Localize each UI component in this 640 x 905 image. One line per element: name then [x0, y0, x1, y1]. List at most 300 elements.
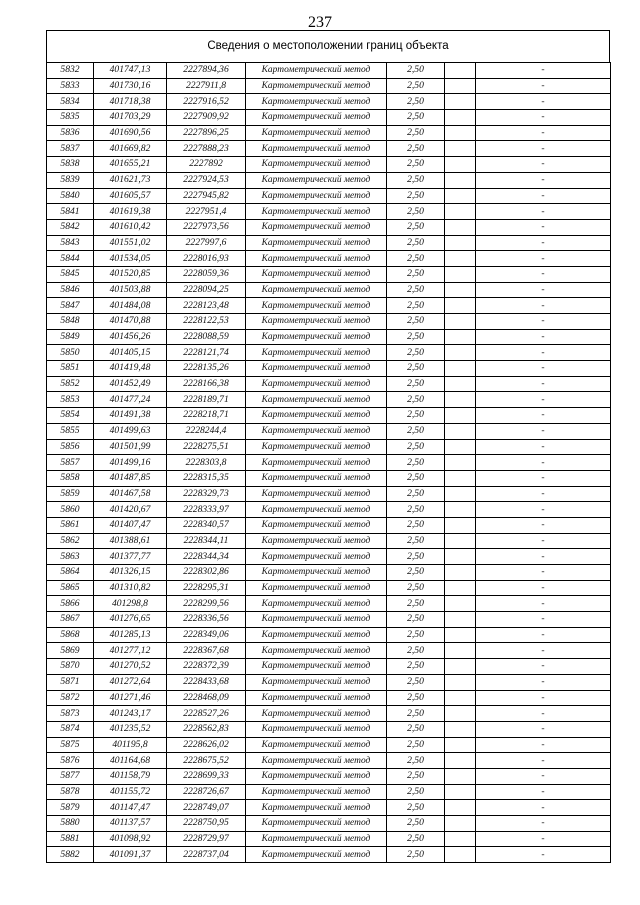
x-coordinate-cell: 401619,38 [94, 204, 167, 220]
note-cell: - [476, 816, 611, 832]
note-cell: - [476, 831, 611, 847]
note-cell: - [476, 423, 611, 439]
note-cell: - [476, 627, 611, 643]
empty-cell [445, 266, 476, 282]
point-number-cell: 5857 [47, 455, 94, 471]
x-coordinate-cell: 401147,47 [94, 800, 167, 816]
empty-cell [445, 816, 476, 832]
x-coordinate-cell: 401277,12 [94, 643, 167, 659]
accuracy-cell: 2,50 [387, 219, 445, 235]
accuracy-cell: 2,50 [387, 627, 445, 643]
point-number-cell: 5849 [47, 329, 94, 345]
accuracy-cell: 2,50 [387, 141, 445, 157]
empty-cell [445, 533, 476, 549]
point-number-cell: 5873 [47, 706, 94, 722]
empty-cell [445, 486, 476, 502]
point-number-cell: 5868 [47, 627, 94, 643]
empty-cell [445, 392, 476, 408]
note-cell: - [476, 455, 611, 471]
y-coordinate-cell: 2227911,8 [167, 78, 246, 94]
x-coordinate-cell: 401610,42 [94, 219, 167, 235]
note-cell: - [476, 486, 611, 502]
x-coordinate-cell: 401388,61 [94, 533, 167, 549]
method-cell: Картометрический метод [246, 596, 387, 612]
method-cell: Картометрический метод [246, 314, 387, 330]
accuracy-cell: 2,50 [387, 423, 445, 439]
note-cell: - [476, 298, 611, 314]
empty-cell [445, 376, 476, 392]
note-cell: - [476, 706, 611, 722]
note-cell: - [476, 439, 611, 455]
x-coordinate-cell: 401605,57 [94, 188, 167, 204]
accuracy-cell: 2,50 [387, 455, 445, 471]
method-cell: Картометрический метод [246, 753, 387, 769]
accuracy-cell: 2,50 [387, 361, 445, 377]
method-cell: Картометрический метод [246, 157, 387, 173]
x-coordinate-cell: 401235,52 [94, 721, 167, 737]
method-cell: Картометрический метод [246, 486, 387, 502]
empty-cell [445, 361, 476, 377]
empty-cell [445, 721, 476, 737]
x-coordinate-cell: 401326,15 [94, 565, 167, 581]
note-cell: - [476, 470, 611, 486]
table-row [47, 596, 611, 612]
accuracy-cell: 2,50 [387, 408, 445, 424]
note-cell: - [476, 596, 611, 612]
x-coordinate-cell: 401503,88 [94, 282, 167, 298]
accuracy-cell: 2,50 [387, 549, 445, 565]
empty-cell [445, 172, 476, 188]
method-cell: Картометрический метод [246, 376, 387, 392]
note-cell: - [476, 643, 611, 659]
table-row [47, 565, 611, 581]
point-number-cell: 5870 [47, 659, 94, 675]
x-coordinate-cell: 401477,24 [94, 392, 167, 408]
table-row [47, 235, 611, 251]
note-cell: - [476, 721, 611, 737]
table-row [47, 219, 611, 235]
table-row [47, 784, 611, 800]
empty-cell [445, 831, 476, 847]
empty-cell [445, 251, 476, 267]
empty-cell [445, 455, 476, 471]
method-cell: Картометрический метод [246, 392, 387, 408]
point-number-cell: 5832 [47, 63, 94, 79]
y-coordinate-cell: 2228218,71 [167, 408, 246, 424]
table-row [47, 298, 611, 314]
point-number-cell: 5839 [47, 172, 94, 188]
empty-cell [445, 423, 476, 439]
method-cell: Картометрический метод [246, 659, 387, 675]
empty-cell [445, 141, 476, 157]
accuracy-cell: 2,50 [387, 831, 445, 847]
method-cell: Картометрический метод [246, 800, 387, 816]
page-number: 237 [308, 14, 332, 31]
point-number-cell: 5882 [47, 847, 94, 863]
accuracy-cell: 2,50 [387, 204, 445, 220]
y-coordinate-cell: 2227894,36 [167, 63, 246, 79]
method-cell: Картометрический метод [246, 266, 387, 282]
note-cell: - [476, 141, 611, 157]
method-cell: Картометрический метод [246, 408, 387, 424]
table-row [47, 486, 611, 502]
x-coordinate-cell: 401091,37 [94, 847, 167, 863]
empty-cell [445, 94, 476, 110]
method-cell: Картометрический метод [246, 768, 387, 784]
method-cell: Картометрический метод [246, 345, 387, 361]
x-coordinate-cell: 401298,8 [94, 596, 167, 612]
x-coordinate-cell: 401621,73 [94, 172, 167, 188]
method-cell: Картометрический метод [246, 63, 387, 79]
method-cell: Картометрический метод [246, 706, 387, 722]
x-coordinate-cell: 401484,08 [94, 298, 167, 314]
note-cell: - [476, 78, 611, 94]
method-cell: Картометрический метод [246, 627, 387, 643]
empty-cell [445, 784, 476, 800]
y-coordinate-cell: 2227973,56 [167, 219, 246, 235]
accuracy-cell: 2,50 [387, 565, 445, 581]
note-cell: - [476, 125, 611, 141]
note-cell: - [476, 157, 611, 173]
accuracy-cell: 2,50 [387, 392, 445, 408]
accuracy-cell: 2,50 [387, 251, 445, 267]
note-cell: - [476, 408, 611, 424]
empty-cell [445, 627, 476, 643]
empty-cell [445, 125, 476, 141]
method-cell: Картометрический метод [246, 329, 387, 345]
empty-cell [445, 282, 476, 298]
x-coordinate-cell: 401730,16 [94, 78, 167, 94]
point-number-cell: 5874 [47, 721, 94, 737]
table-row [47, 580, 611, 596]
method-cell: Картометрический метод [246, 439, 387, 455]
table-row [47, 470, 611, 486]
table-row [47, 188, 611, 204]
y-coordinate-cell: 2227924,53 [167, 172, 246, 188]
accuracy-cell: 2,50 [387, 298, 445, 314]
accuracy-cell: 2,50 [387, 690, 445, 706]
y-coordinate-cell: 2228295,31 [167, 580, 246, 596]
table-row [47, 266, 611, 282]
table-row [47, 282, 611, 298]
method-cell: Картометрический метод [246, 612, 387, 628]
table-row [47, 141, 611, 157]
accuracy-cell: 2,50 [387, 314, 445, 330]
y-coordinate-cell: 2228333,97 [167, 502, 246, 518]
empty-cell [445, 329, 476, 345]
x-coordinate-cell: 401499,16 [94, 455, 167, 471]
accuracy-cell: 2,50 [387, 816, 445, 832]
point-number-cell: 5881 [47, 831, 94, 847]
table-row [47, 517, 611, 533]
x-coordinate-cell: 401155,72 [94, 784, 167, 800]
y-coordinate-cell: 2227892 [167, 157, 246, 173]
method-cell: Картометрический метод [246, 172, 387, 188]
point-number-cell: 5835 [47, 110, 94, 126]
point-number-cell: 5850 [47, 345, 94, 361]
note-cell: - [476, 800, 611, 816]
y-coordinate-cell: 2227888,23 [167, 141, 246, 157]
accuracy-cell: 2,50 [387, 502, 445, 518]
accuracy-cell: 2,50 [387, 596, 445, 612]
accuracy-cell: 2,50 [387, 266, 445, 282]
note-cell: - [476, 847, 611, 863]
method-cell: Картометрический метод [246, 690, 387, 706]
y-coordinate-cell: 2228302,86 [167, 565, 246, 581]
note-cell: - [476, 580, 611, 596]
y-coordinate-cell: 2228303,8 [167, 455, 246, 471]
empty-cell [445, 580, 476, 596]
empty-cell [445, 737, 476, 753]
note-cell: - [476, 188, 611, 204]
empty-cell [445, 517, 476, 533]
method-cell: Картометрический метод [246, 470, 387, 486]
empty-cell [445, 768, 476, 784]
method-cell: Картометрический метод [246, 580, 387, 596]
accuracy-cell: 2,50 [387, 533, 445, 549]
accuracy-cell: 2,50 [387, 172, 445, 188]
note-cell: - [476, 251, 611, 267]
y-coordinate-cell: 2228729,97 [167, 831, 246, 847]
note-cell: - [476, 517, 611, 533]
point-number-cell: 5852 [47, 376, 94, 392]
point-number-cell: 5834 [47, 94, 94, 110]
table-row [47, 251, 611, 267]
y-coordinate-cell: 2228749,07 [167, 800, 246, 816]
note-cell: - [476, 204, 611, 220]
accuracy-cell: 2,50 [387, 78, 445, 94]
table-header-frame [46, 30, 610, 62]
y-coordinate-cell: 2227997,6 [167, 235, 246, 251]
y-coordinate-cell: 2228562,83 [167, 721, 246, 737]
x-coordinate-cell: 401420,67 [94, 502, 167, 518]
y-coordinate-cell: 2228329,73 [167, 486, 246, 502]
x-coordinate-cell: 401098,92 [94, 831, 167, 847]
note-cell: - [476, 533, 611, 549]
point-number-cell: 5843 [47, 235, 94, 251]
note-cell: - [476, 94, 611, 110]
accuracy-cell: 2,50 [387, 94, 445, 110]
x-coordinate-cell: 401158,79 [94, 768, 167, 784]
accuracy-cell: 2,50 [387, 612, 445, 628]
point-number-cell: 5854 [47, 408, 94, 424]
y-coordinate-cell: 2228122,53 [167, 314, 246, 330]
empty-cell [445, 439, 476, 455]
table-row [47, 753, 611, 769]
x-coordinate-cell: 401310,82 [94, 580, 167, 596]
empty-cell [445, 345, 476, 361]
y-coordinate-cell: 2227916,52 [167, 94, 246, 110]
table-row [47, 361, 611, 377]
note-cell: - [476, 314, 611, 330]
point-number-cell: 5862 [47, 533, 94, 549]
accuracy-cell: 2,50 [387, 659, 445, 675]
method-cell: Картометрический метод [246, 816, 387, 832]
empty-cell [445, 63, 476, 79]
point-number-cell: 5836 [47, 125, 94, 141]
method-cell: Картометрический метод [246, 674, 387, 690]
y-coordinate-cell: 2228088,59 [167, 329, 246, 345]
note-cell: - [476, 565, 611, 581]
empty-cell [445, 219, 476, 235]
method-cell: Картометрический метод [246, 737, 387, 753]
note-cell: - [476, 376, 611, 392]
table-row [47, 157, 611, 173]
table-row [47, 627, 611, 643]
empty-cell [445, 110, 476, 126]
table-row [47, 329, 611, 345]
empty-cell [445, 314, 476, 330]
empty-cell [445, 408, 476, 424]
x-coordinate-cell: 401499,63 [94, 423, 167, 439]
point-number-cell: 5856 [47, 439, 94, 455]
y-coordinate-cell: 2228726,67 [167, 784, 246, 800]
point-number-cell: 5838 [47, 157, 94, 173]
method-cell: Картометрический метод [246, 282, 387, 298]
table-row [47, 706, 611, 722]
empty-cell [445, 643, 476, 659]
method-cell: Картометрический метод [246, 423, 387, 439]
table-row [47, 690, 611, 706]
empty-cell [445, 204, 476, 220]
note-cell: - [476, 329, 611, 345]
table-row [47, 78, 611, 94]
empty-cell [445, 298, 476, 314]
accuracy-cell: 2,50 [387, 282, 445, 298]
x-coordinate-cell: 401669,82 [94, 141, 167, 157]
method-cell: Картометрический метод [246, 831, 387, 847]
point-number-cell: 5851 [47, 361, 94, 377]
point-number-cell: 5867 [47, 612, 94, 628]
x-coordinate-cell: 401690,56 [94, 125, 167, 141]
point-number-cell: 5871 [47, 674, 94, 690]
y-coordinate-cell: 2228016,93 [167, 251, 246, 267]
note-cell: - [476, 235, 611, 251]
point-number-cell: 5865 [47, 580, 94, 596]
accuracy-cell: 2,50 [387, 376, 445, 392]
table-row [47, 455, 611, 471]
accuracy-cell: 2,50 [387, 63, 445, 79]
note-cell: - [476, 753, 611, 769]
point-number-cell: 5866 [47, 596, 94, 612]
y-coordinate-cell: 2228372,39 [167, 659, 246, 675]
empty-cell [445, 235, 476, 251]
accuracy-cell: 2,50 [387, 439, 445, 455]
table-row [47, 721, 611, 737]
accuracy-cell: 2,50 [387, 753, 445, 769]
table-row [47, 816, 611, 832]
accuracy-cell: 2,50 [387, 768, 445, 784]
y-coordinate-cell: 2227909,92 [167, 110, 246, 126]
table-row [47, 439, 611, 455]
table-row [47, 94, 611, 110]
y-coordinate-cell: 2228468,09 [167, 690, 246, 706]
accuracy-cell: 2,50 [387, 345, 445, 361]
note-cell: - [476, 282, 611, 298]
x-coordinate-cell: 401551,02 [94, 235, 167, 251]
empty-cell [445, 690, 476, 706]
method-cell: Картометрический метод [246, 533, 387, 549]
point-number-cell: 5876 [47, 753, 94, 769]
table-row [47, 110, 611, 126]
note-cell: - [476, 172, 611, 188]
table-row [47, 314, 611, 330]
note-cell: - [476, 784, 611, 800]
point-number-cell: 5858 [47, 470, 94, 486]
accuracy-cell: 2,50 [387, 486, 445, 502]
empty-cell [445, 157, 476, 173]
point-number-cell: 5845 [47, 266, 94, 282]
method-cell: Картометрический метод [246, 110, 387, 126]
x-coordinate-cell: 401243,17 [94, 706, 167, 722]
x-coordinate-cell: 401534,05 [94, 251, 167, 267]
y-coordinate-cell: 2227951,4 [167, 204, 246, 220]
accuracy-cell: 2,50 [387, 847, 445, 863]
empty-cell [445, 847, 476, 863]
y-coordinate-cell: 2228699,33 [167, 768, 246, 784]
section-title: Сведения о местоположении границ объекта [207, 40, 449, 52]
method-cell: Картометрический метод [246, 125, 387, 141]
method-cell: Картометрический метод [246, 455, 387, 471]
y-coordinate-cell: 2228340,57 [167, 517, 246, 533]
accuracy-cell: 2,50 [387, 706, 445, 722]
empty-cell [445, 502, 476, 518]
point-number-cell: 5863 [47, 549, 94, 565]
y-coordinate-cell: 2228094,25 [167, 282, 246, 298]
table-row [47, 768, 611, 784]
method-cell: Картометрический метод [246, 298, 387, 314]
empty-cell [445, 612, 476, 628]
method-cell: Картометрический метод [246, 784, 387, 800]
table-row [47, 800, 611, 816]
table-row [47, 423, 611, 439]
point-number-cell: 5861 [47, 517, 94, 533]
y-coordinate-cell: 2228750,95 [167, 816, 246, 832]
x-coordinate-cell: 401655,21 [94, 157, 167, 173]
accuracy-cell: 2,50 [387, 784, 445, 800]
y-coordinate-cell: 2228135,26 [167, 361, 246, 377]
table-row [47, 737, 611, 753]
x-coordinate-cell: 401270,52 [94, 659, 167, 675]
empty-cell [445, 753, 476, 769]
y-coordinate-cell: 2228336,56 [167, 612, 246, 628]
y-coordinate-cell: 2228737,04 [167, 847, 246, 863]
table-row [47, 674, 611, 690]
table-row [47, 345, 611, 361]
note-cell: - [476, 266, 611, 282]
empty-cell [445, 596, 476, 612]
accuracy-cell: 2,50 [387, 235, 445, 251]
y-coordinate-cell: 2228315,35 [167, 470, 246, 486]
point-number-cell: 5841 [47, 204, 94, 220]
note-cell: - [476, 502, 611, 518]
point-number-cell: 5853 [47, 392, 94, 408]
method-cell: Картометрический метод [246, 188, 387, 204]
table-row [47, 549, 611, 565]
x-coordinate-cell: 401501,99 [94, 439, 167, 455]
point-number-cell: 5869 [47, 643, 94, 659]
y-coordinate-cell: 2228344,34 [167, 549, 246, 565]
method-cell: Картометрический метод [246, 361, 387, 377]
x-coordinate-cell: 401272,64 [94, 674, 167, 690]
y-coordinate-cell: 2228626,02 [167, 737, 246, 753]
method-cell: Картометрический метод [246, 502, 387, 518]
method-cell: Картометрический метод [246, 219, 387, 235]
point-number-cell: 5846 [47, 282, 94, 298]
point-number-cell: 5844 [47, 251, 94, 267]
note-cell: - [476, 612, 611, 628]
x-coordinate-cell: 401377,77 [94, 549, 167, 565]
